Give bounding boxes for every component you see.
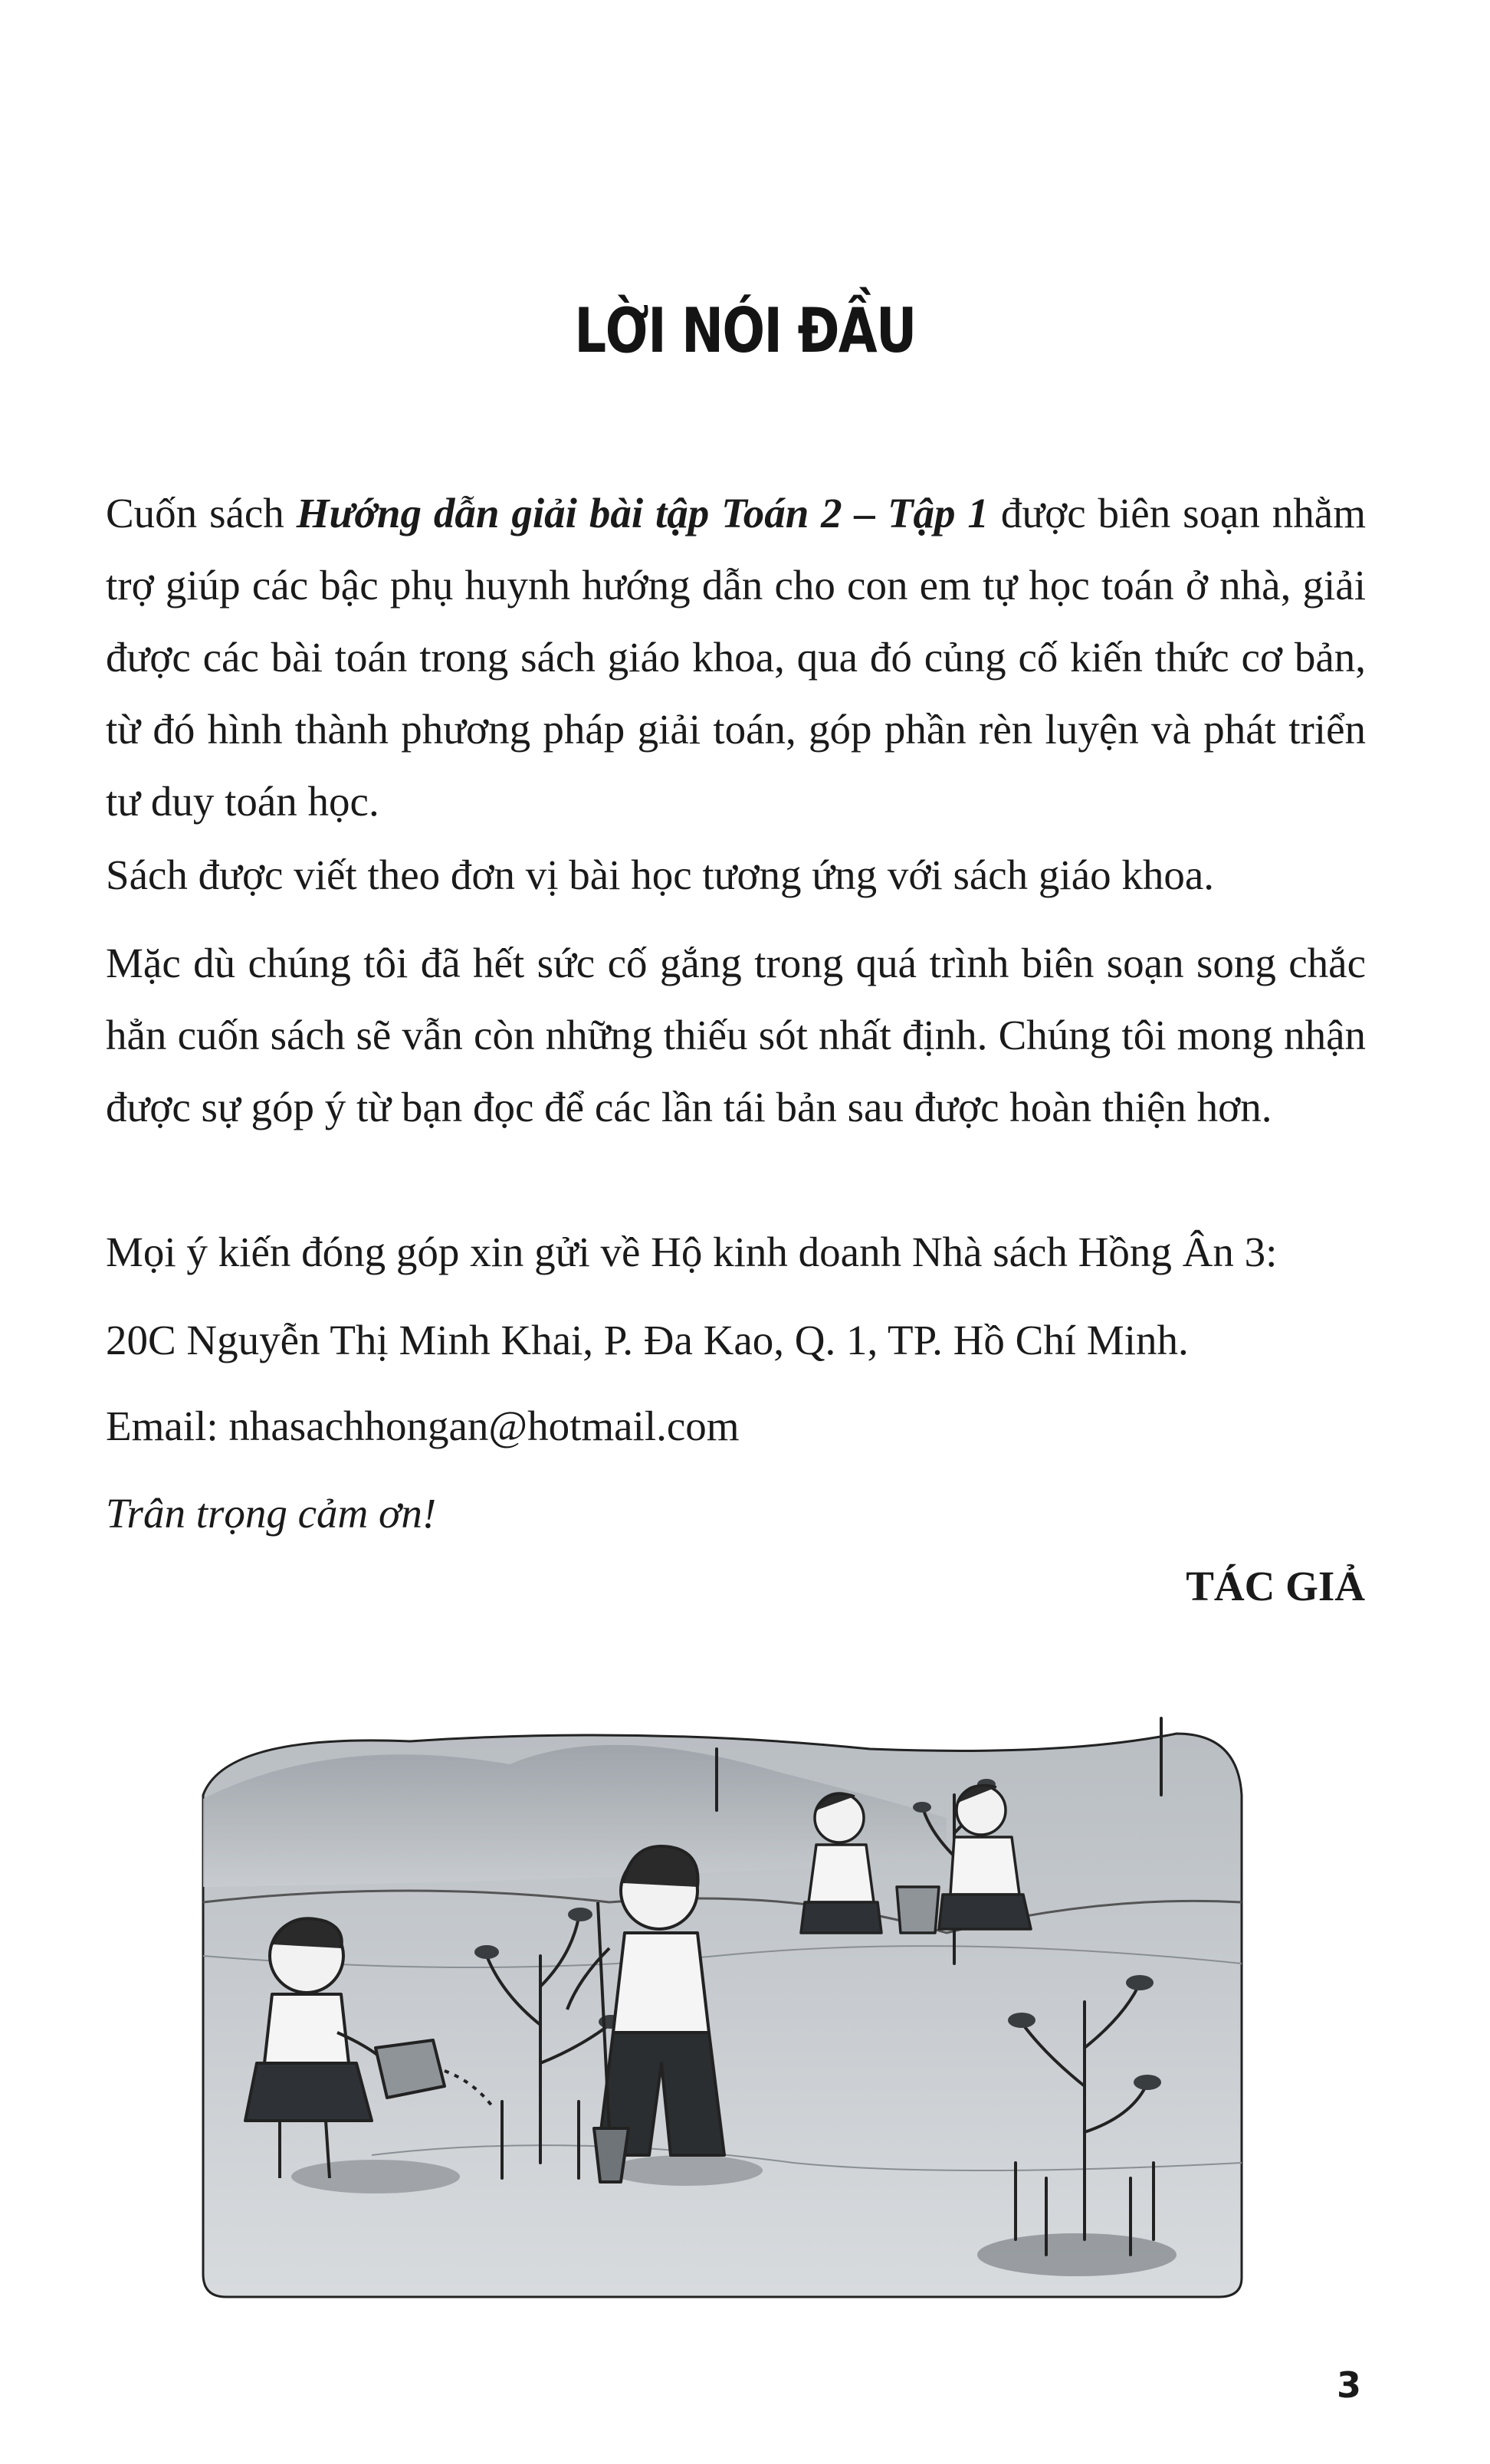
intro-paragraph <box>106 477 1366 838</box>
author-signature: TÁC GIẢ <box>1186 1563 1365 1609</box>
book-title: Hướng dẫn giải bài tập Toán 2 – Tập 1 <box>296 490 989 536</box>
contact-address: 20C Nguyễn Thị Minh Khai, P. Đa Kao, Q. 1, TP. Hồ Chí Minh. <box>106 1317 1189 1363</box>
intro-text-rest: được biên soạn nhằm trợ giúp các bậc phụ huynh hướng dẫn cho con em tự học toán ở nhà, giải được các bài toán trong sách giáo khoa, qua đó củng cố kiến thức cơ bản, từ đó hình thành phương pháp giải toán, góp phần rèn luyện và phát triển tư duy toán học. <box>106 490 1366 825</box>
page-number: 3 <box>1336 2364 1361 2406</box>
tree-planting-illustration <box>180 1703 1253 2308</box>
contact-email: Email: nhasachhongan@hotmail.com <box>106 1403 740 1449</box>
structure-paragraph: Sách được viết theo đơn vị bài học tương ứng với sách giáo khoa. <box>106 851 1215 898</box>
intro-text-start: Cuốn sách <box>106 490 297 536</box>
page-title: LỜI NÓI ĐẦU <box>574 295 916 366</box>
closing-thanks: Trân trọng cảm ơn! <box>106 1490 437 1537</box>
apology-paragraph: Mặc dù chúng tôi đã hết sức cố gắng trong quá trình biên soạn song chắc hẳn cuốn sách sẽ vẫn còn những thiếu sót nhất định. Chúng tôi mong nhận được sự góp ý từ bạn đọc để các lần tái bản sau được hoàn thiện hơn. <box>106 940 1366 1130</box>
contact-intro: Mọi ý kiến đóng góp xin gửi về Hộ kinh doanh Nhà sách Hồng Ân 3: <box>106 1229 1278 1275</box>
